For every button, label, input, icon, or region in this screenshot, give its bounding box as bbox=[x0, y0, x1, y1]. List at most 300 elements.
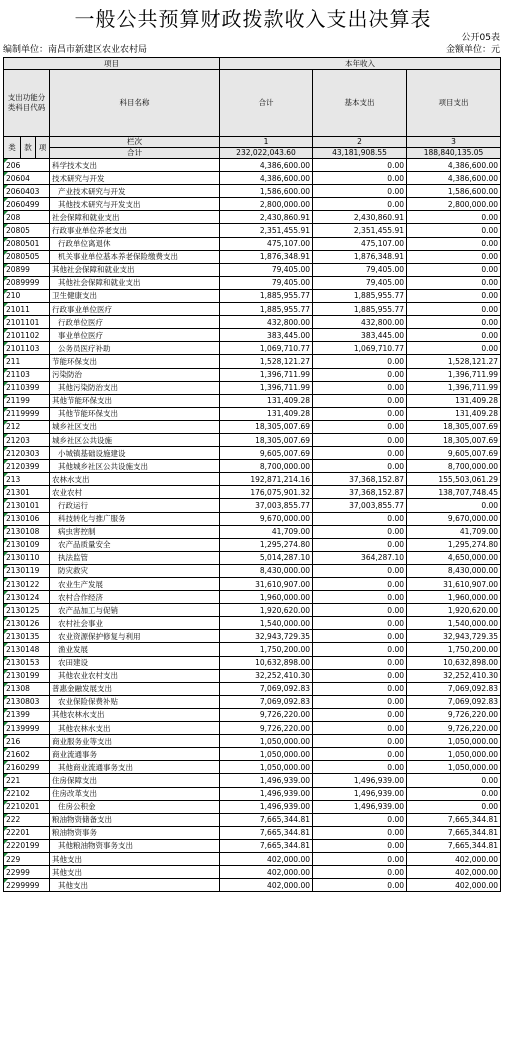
row-project: 0.00 bbox=[407, 342, 501, 355]
row-project: 7,069,092.83 bbox=[407, 682, 501, 695]
row-subject-name: 住房保障支出 bbox=[50, 774, 220, 787]
row-subject-name: 其他污染防治支出 bbox=[50, 381, 220, 394]
row-subject-name: 农业农村 bbox=[50, 486, 220, 499]
row-subject-name: 技术研究与开发 bbox=[50, 172, 220, 185]
row-total: 192,871,214.16 bbox=[220, 473, 313, 486]
row-total: 7,069,092.83 bbox=[220, 695, 313, 708]
row-basic: 0.00 bbox=[313, 813, 407, 826]
header-basic: 基本支出 bbox=[313, 70, 407, 137]
row-subject-name: 农产品质量安全 bbox=[50, 538, 220, 551]
row-code: 2130110 bbox=[4, 551, 50, 564]
header-subject-name: 科目名称 bbox=[50, 70, 220, 137]
header-col-numbers bbox=[4, 137, 501, 148]
row-total: 1,496,939.00 bbox=[220, 774, 313, 787]
row-basic: 0.00 bbox=[313, 512, 407, 525]
row-project: 1,050,000.00 bbox=[407, 748, 501, 761]
table-row bbox=[4, 669, 501, 682]
row-subject-name: 粮油物资储备支出 bbox=[50, 813, 220, 826]
row-project: 9,726,220.00 bbox=[407, 722, 501, 735]
row-code: 2210201 bbox=[4, 800, 50, 813]
row-basic: 1,496,939.00 bbox=[313, 774, 407, 787]
row-total: 7,665,344.81 bbox=[220, 826, 313, 839]
form-number: 公开05表 bbox=[461, 33, 500, 43]
row-code: 22201 bbox=[4, 826, 50, 839]
row-subject-name: 执法监管 bbox=[50, 551, 220, 564]
table-row bbox=[4, 761, 501, 774]
row-subject-name: 节能环保支出 bbox=[50, 355, 220, 368]
row-basic: 0.00 bbox=[313, 669, 407, 682]
row-code: 206 bbox=[4, 159, 50, 172]
row-project: 402,000.00 bbox=[407, 866, 501, 879]
row-total: 1,750,200.00 bbox=[220, 643, 313, 656]
row-project: 7,665,344.81 bbox=[407, 813, 501, 826]
row-project: 18,305,007.69 bbox=[407, 433, 501, 446]
row-project: 0.00 bbox=[407, 800, 501, 813]
header-col3: 3 bbox=[407, 137, 501, 148]
table-row bbox=[4, 394, 501, 407]
row-project: 0.00 bbox=[407, 289, 501, 302]
row-basic: 0.00 bbox=[313, 159, 407, 172]
row-project: 402,000.00 bbox=[407, 852, 501, 865]
row-total: 402,000.00 bbox=[220, 852, 313, 865]
row-total: 9,726,220.00 bbox=[220, 722, 313, 735]
row-total: 402,000.00 bbox=[220, 866, 313, 879]
row-basic: 0.00 bbox=[313, 826, 407, 839]
row-total: 2,800,000.00 bbox=[220, 198, 313, 211]
row-code: 2120399 bbox=[4, 460, 50, 473]
row-total: 18,305,007.69 bbox=[220, 433, 313, 446]
row-total: 8,430,000.00 bbox=[220, 564, 313, 577]
row-code: 2220199 bbox=[4, 839, 50, 852]
table-row bbox=[4, 787, 501, 800]
row-total: 37,003,855.77 bbox=[220, 499, 313, 512]
row-project: 32,943,729.35 bbox=[407, 630, 501, 643]
row-total: 2,430,860.91 bbox=[220, 211, 313, 224]
row-code: 222 bbox=[4, 813, 50, 826]
row-basic: 0.00 bbox=[313, 852, 407, 865]
table-row bbox=[4, 591, 501, 604]
table-row bbox=[4, 433, 501, 446]
row-code: 2130122 bbox=[4, 578, 50, 591]
row-project: 0.00 bbox=[407, 224, 501, 237]
row-total: 432,800.00 bbox=[220, 316, 313, 329]
row-subject-name: 其他支出 bbox=[50, 866, 220, 879]
table-row bbox=[4, 460, 501, 473]
row-basic: 0.00 bbox=[313, 866, 407, 879]
table-row bbox=[4, 800, 501, 813]
row-subject-name: 科技转化与推广服务 bbox=[50, 512, 220, 525]
row-basic: 432,800.00 bbox=[313, 316, 407, 329]
row-subject-name: 城乡社区公共设施 bbox=[50, 433, 220, 446]
unit-row bbox=[3, 44, 500, 56]
row-project: 1,050,000.00 bbox=[407, 761, 501, 774]
row-code: 20805 bbox=[4, 224, 50, 237]
table-row bbox=[4, 447, 501, 460]
row-subject-name: 粮油物资事务 bbox=[50, 826, 220, 839]
row-basic: 0.00 bbox=[313, 381, 407, 394]
row-total: 4,386,600.00 bbox=[220, 159, 313, 172]
table-row bbox=[4, 630, 501, 643]
row-basic: 0.00 bbox=[313, 172, 407, 185]
table-row bbox=[4, 866, 501, 879]
row-subject-name: 其他农林水支出 bbox=[50, 708, 220, 721]
header-func-code: 支出功能分类科目代码 bbox=[4, 70, 50, 137]
table-row bbox=[4, 316, 501, 329]
row-basic: 0.00 bbox=[313, 578, 407, 591]
row-code: 2120303 bbox=[4, 447, 50, 460]
row-basic: 1,496,939.00 bbox=[313, 787, 407, 800]
row-total: 7,665,344.81 bbox=[220, 813, 313, 826]
row-basic: 0.00 bbox=[313, 538, 407, 551]
row-subject-name: 卫生健康支出 bbox=[50, 289, 220, 302]
row-subject-name: 住房公积金 bbox=[50, 800, 220, 813]
budget-table bbox=[3, 57, 501, 892]
table-row bbox=[4, 643, 501, 656]
row-total: 8,700,000.00 bbox=[220, 460, 313, 473]
row-project: 8,430,000.00 bbox=[407, 564, 501, 577]
row-code: 216 bbox=[4, 735, 50, 748]
row-total: 1,960,000.00 bbox=[220, 591, 313, 604]
row-project: 9,670,000.00 bbox=[407, 512, 501, 525]
row-basic: 0.00 bbox=[313, 695, 407, 708]
row-subject-name: 其他农业农村支出 bbox=[50, 669, 220, 682]
row-code: 2130199 bbox=[4, 669, 50, 682]
row-code: 22102 bbox=[4, 787, 50, 800]
row-total: 1,050,000.00 bbox=[220, 735, 313, 748]
row-project: 1,528,121.27 bbox=[407, 355, 501, 368]
row-subject-name: 其他社会保障和就业支出 bbox=[50, 276, 220, 289]
row-total: 79,405.00 bbox=[220, 263, 313, 276]
row-basic: 1,885,955.77 bbox=[313, 289, 407, 302]
row-code: 2130109 bbox=[4, 538, 50, 551]
row-basic: 0.00 bbox=[313, 368, 407, 381]
total-row-project: 188,840,135.05 bbox=[407, 148, 501, 159]
row-project: 0.00 bbox=[407, 250, 501, 263]
row-project: 1,960,000.00 bbox=[407, 591, 501, 604]
table-row bbox=[4, 735, 501, 748]
header-xiang: 项 bbox=[36, 137, 50, 159]
row-basic: 1,876,348.91 bbox=[313, 250, 407, 263]
row-subject-name: 农业生产发展 bbox=[50, 578, 220, 591]
row-project: 31,610,907.00 bbox=[407, 578, 501, 591]
table-row bbox=[4, 276, 501, 289]
row-basic: 0.00 bbox=[313, 879, 407, 892]
row-total: 9,605,007.69 bbox=[220, 447, 313, 460]
row-code: 2130108 bbox=[4, 525, 50, 538]
row-basic: 0.00 bbox=[313, 407, 407, 420]
table-row bbox=[4, 355, 501, 368]
table-row bbox=[4, 263, 501, 276]
row-project: 0.00 bbox=[407, 211, 501, 224]
row-basic: 2,430,860.91 bbox=[313, 211, 407, 224]
row-subject-name: 农林水支出 bbox=[50, 473, 220, 486]
row-subject-name: 小城镇基础设施建设 bbox=[50, 447, 220, 460]
row-subject-name: 渔业发展 bbox=[50, 643, 220, 656]
row-total: 2,351,455.91 bbox=[220, 224, 313, 237]
row-total: 1,496,939.00 bbox=[220, 800, 313, 813]
row-basic: 0.00 bbox=[313, 433, 407, 446]
table-row bbox=[4, 682, 501, 695]
row-subject-name: 其他支出 bbox=[50, 879, 220, 892]
row-subject-name: 事业单位医疗 bbox=[50, 329, 220, 342]
table-row bbox=[4, 813, 501, 826]
row-total: 1,050,000.00 bbox=[220, 761, 313, 774]
row-code: 21199 bbox=[4, 394, 50, 407]
row-total: 1,396,711.99 bbox=[220, 381, 313, 394]
row-basic: 0.00 bbox=[313, 839, 407, 852]
row-project: 1,540,000.00 bbox=[407, 617, 501, 630]
table-row bbox=[4, 604, 501, 617]
row-project: 0.00 bbox=[407, 787, 501, 800]
row-basic: 79,405.00 bbox=[313, 276, 407, 289]
row-code: 21301 bbox=[4, 486, 50, 499]
table-row bbox=[4, 708, 501, 721]
table-row bbox=[4, 329, 501, 342]
row-code: 211 bbox=[4, 355, 50, 368]
row-subject-name: 其他节能环保支出 bbox=[50, 394, 220, 407]
table-row bbox=[4, 551, 501, 564]
table-row bbox=[4, 303, 501, 316]
row-total: 176,075,901.32 bbox=[220, 486, 313, 499]
row-project: 0.00 bbox=[407, 276, 501, 289]
row-basic: 0.00 bbox=[313, 198, 407, 211]
row-total: 10,632,898.00 bbox=[220, 656, 313, 669]
row-project: 0.00 bbox=[407, 774, 501, 787]
row-project: 10,632,898.00 bbox=[407, 656, 501, 669]
row-project: 402,000.00 bbox=[407, 879, 501, 892]
total-row-label: 合计 bbox=[50, 148, 220, 159]
row-code: 2130106 bbox=[4, 512, 50, 525]
row-project: 4,650,000.00 bbox=[407, 551, 501, 564]
row-code: 21103 bbox=[4, 368, 50, 381]
row-code: 21203 bbox=[4, 433, 50, 446]
row-project: 2,800,000.00 bbox=[407, 198, 501, 211]
row-basic: 0.00 bbox=[313, 708, 407, 721]
row-code: 2130803 bbox=[4, 695, 50, 708]
row-basic: 1,496,939.00 bbox=[313, 800, 407, 813]
row-code: 2130119 bbox=[4, 564, 50, 577]
row-project: 1,050,000.00 bbox=[407, 735, 501, 748]
row-total: 7,665,344.81 bbox=[220, 839, 313, 852]
table-row bbox=[4, 512, 501, 525]
row-code: 2080501 bbox=[4, 237, 50, 250]
row-subject-name: 病虫害控制 bbox=[50, 525, 220, 538]
row-total: 79,405.00 bbox=[220, 276, 313, 289]
row-code: 210 bbox=[4, 289, 50, 302]
row-subject-name: 其他支出 bbox=[50, 852, 220, 865]
row-subject-name: 行政单位离退休 bbox=[50, 237, 220, 250]
table-row bbox=[4, 250, 501, 263]
row-project: 0.00 bbox=[407, 263, 501, 276]
row-project: 0.00 bbox=[407, 303, 501, 316]
row-project: 1,396,711.99 bbox=[407, 368, 501, 381]
row-total: 131,409.28 bbox=[220, 394, 313, 407]
row-total: 41,709.00 bbox=[220, 525, 313, 538]
row-code: 2060499 bbox=[4, 198, 50, 211]
row-code: 2060403 bbox=[4, 185, 50, 198]
row-code: 2130124 bbox=[4, 591, 50, 604]
row-subject-name: 其他城乡社区公共设施支出 bbox=[50, 460, 220, 473]
row-code: 2101101 bbox=[4, 316, 50, 329]
table-row bbox=[4, 368, 501, 381]
table-row bbox=[4, 289, 501, 302]
organization-label: 编制单位：南昌市新建区农业农村局 bbox=[3, 45, 148, 55]
row-code: 208 bbox=[4, 211, 50, 224]
row-project: 4,386,600.00 bbox=[407, 159, 501, 172]
table-row bbox=[4, 564, 501, 577]
row-project: 1,920,620.00 bbox=[407, 604, 501, 617]
row-code: 2130125 bbox=[4, 604, 50, 617]
header-item: 项目 bbox=[4, 58, 220, 70]
table-row bbox=[4, 852, 501, 865]
row-total: 18,305,007.69 bbox=[220, 420, 313, 433]
row-subject-name: 其他节能环保支出 bbox=[50, 407, 220, 420]
row-subject-name: 防灾救灾 bbox=[50, 564, 220, 577]
header-row-2 bbox=[4, 70, 501, 137]
row-total: 1,920,620.00 bbox=[220, 604, 313, 617]
row-project: 1,750,200.00 bbox=[407, 643, 501, 656]
table-row bbox=[4, 185, 501, 198]
table-row bbox=[4, 839, 501, 852]
table-row bbox=[4, 656, 501, 669]
table-row bbox=[4, 237, 501, 250]
row-code: 20604 bbox=[4, 172, 50, 185]
row-project: 0.00 bbox=[407, 237, 501, 250]
table-row bbox=[4, 486, 501, 499]
row-code: 21399 bbox=[4, 708, 50, 721]
header-col1: 1 bbox=[220, 137, 313, 148]
row-project: 131,409.28 bbox=[407, 407, 501, 420]
header-total: 合计 bbox=[220, 70, 313, 137]
row-basic: 79,405.00 bbox=[313, 263, 407, 276]
row-basic: 0.00 bbox=[313, 591, 407, 604]
table-row bbox=[4, 499, 501, 512]
total-row-total: 232,022,043.60 bbox=[220, 148, 313, 159]
row-subject-name: 普惠金融发展支出 bbox=[50, 682, 220, 695]
row-project: 32,252,410.30 bbox=[407, 669, 501, 682]
table-row bbox=[4, 722, 501, 735]
row-subject-name: 行政运行 bbox=[50, 499, 220, 512]
row-code: 21011 bbox=[4, 303, 50, 316]
row-subject-name: 行政单位医疗 bbox=[50, 316, 220, 329]
row-project: 7,665,344.81 bbox=[407, 826, 501, 839]
table-row bbox=[4, 211, 501, 224]
row-code: 229 bbox=[4, 852, 50, 865]
table-row bbox=[4, 826, 501, 839]
row-basic: 0.00 bbox=[313, 630, 407, 643]
row-basic: 0.00 bbox=[313, 604, 407, 617]
row-basic: 0.00 bbox=[313, 420, 407, 433]
header-col-label: 栏次 bbox=[50, 137, 220, 148]
table-row bbox=[4, 578, 501, 591]
row-project: 18,305,007.69 bbox=[407, 420, 501, 433]
table-row bbox=[4, 538, 501, 551]
row-subject-name: 科学技术支出 bbox=[50, 159, 220, 172]
row-code: 2119999 bbox=[4, 407, 50, 420]
row-basic: 0.00 bbox=[313, 185, 407, 198]
row-total: 1,295,274.80 bbox=[220, 538, 313, 551]
table-row bbox=[4, 172, 501, 185]
table-row bbox=[4, 198, 501, 211]
row-basic: 1,069,710.77 bbox=[313, 342, 407, 355]
row-total: 1,885,955.77 bbox=[220, 289, 313, 302]
table-row bbox=[4, 224, 501, 237]
row-basic: 1,885,955.77 bbox=[313, 303, 407, 316]
row-basic: 0.00 bbox=[313, 447, 407, 460]
row-basic: 0.00 bbox=[313, 394, 407, 407]
row-subject-name: 社会保障和就业支出 bbox=[50, 211, 220, 224]
header-row-1 bbox=[4, 58, 501, 70]
row-total: 1,496,939.00 bbox=[220, 787, 313, 800]
row-subject-name: 农产品加工与促销 bbox=[50, 604, 220, 617]
row-basic: 0.00 bbox=[313, 656, 407, 669]
row-subject-name: 商业服务业等支出 bbox=[50, 735, 220, 748]
row-total: 7,069,092.83 bbox=[220, 682, 313, 695]
row-project: 8,700,000.00 bbox=[407, 460, 501, 473]
row-basic: 2,351,455.91 bbox=[313, 224, 407, 237]
row-total: 9,670,000.00 bbox=[220, 512, 313, 525]
row-subject-name: 其他农林水支出 bbox=[50, 722, 220, 735]
row-total: 1,069,710.77 bbox=[220, 342, 313, 355]
header-lei: 类 bbox=[4, 137, 21, 159]
row-project: 7,665,344.81 bbox=[407, 839, 501, 852]
row-basic: 0.00 bbox=[313, 355, 407, 368]
row-subject-name: 公务员医疗补助 bbox=[50, 342, 220, 355]
row-project: 1,396,711.99 bbox=[407, 381, 501, 394]
row-project: 1,295,274.80 bbox=[407, 538, 501, 551]
row-basic: 0.00 bbox=[313, 617, 407, 630]
table-row bbox=[4, 879, 501, 892]
row-code: 213 bbox=[4, 473, 50, 486]
row-total: 1,528,121.27 bbox=[220, 355, 313, 368]
row-project: 0.00 bbox=[407, 499, 501, 512]
row-basic: 37,003,855.77 bbox=[313, 499, 407, 512]
report-title: 一般公共预算财政拨款收入支出决算表 bbox=[74, 7, 432, 31]
header-kuan: 款 bbox=[21, 137, 36, 159]
total-row-basic: 43,181,908.55 bbox=[313, 148, 407, 159]
table-row bbox=[4, 617, 501, 630]
row-basic: 37,368,152.87 bbox=[313, 486, 407, 499]
header-current-income: 本年收入 bbox=[220, 58, 501, 70]
row-code: 2130126 bbox=[4, 617, 50, 630]
total-row bbox=[4, 148, 501, 159]
row-subject-name: 行政事业单位养老支出 bbox=[50, 224, 220, 237]
row-basic: 364,287.10 bbox=[313, 551, 407, 564]
row-basic: 0.00 bbox=[313, 643, 407, 656]
row-subject-name: 其他粮油物资事务支出 bbox=[50, 839, 220, 852]
table-row bbox=[4, 159, 501, 172]
row-code: 2080505 bbox=[4, 250, 50, 263]
table-row bbox=[4, 774, 501, 787]
row-code: 2130153 bbox=[4, 656, 50, 669]
row-code: 2101102 bbox=[4, 329, 50, 342]
row-code: 2299999 bbox=[4, 879, 50, 892]
row-subject-name: 行政事业单位医疗 bbox=[50, 303, 220, 316]
row-code: 22999 bbox=[4, 866, 50, 879]
row-basic: 0.00 bbox=[313, 564, 407, 577]
row-total: 402,000.00 bbox=[220, 879, 313, 892]
row-basic: 37,368,152.87 bbox=[313, 473, 407, 486]
header-project: 项目支出 bbox=[407, 70, 501, 137]
row-code: 221 bbox=[4, 774, 50, 787]
table-row bbox=[4, 473, 501, 486]
row-code: 2110399 bbox=[4, 381, 50, 394]
table-row bbox=[4, 695, 501, 708]
row-total: 1,540,000.00 bbox=[220, 617, 313, 630]
row-code: 21308 bbox=[4, 682, 50, 695]
table-row bbox=[4, 748, 501, 761]
row-total: 32,252,410.30 bbox=[220, 669, 313, 682]
